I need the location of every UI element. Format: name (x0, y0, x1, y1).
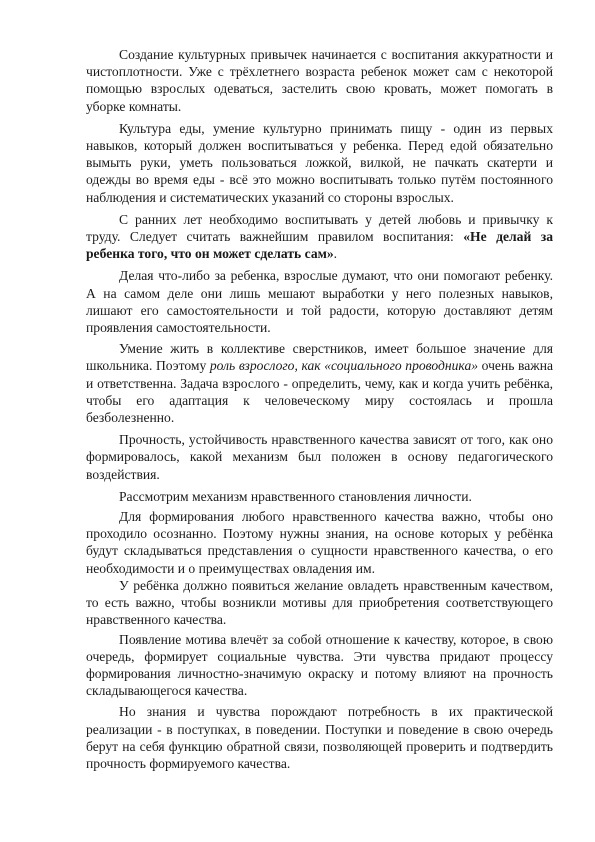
paragraph (86, 631, 553, 700)
paragraph-text: Культура еды, умение культурно принимать пищу - один из первых навыков, который должен воспитываться у ребенка. Перед едой обязательно вымыть руки, уметь пользоваться ложкой, вилкой, не пачкать скатерти и одежды во время еды - всё это можно воспитывать только путём постоянного наблюдения и систематических указаний со стороны взрослых. (86, 120, 553, 205)
paragraph (86, 120, 553, 206)
paragraph-text: . (333, 246, 338, 262)
bold-rule-text: «Не делай за ребенка того, что он может сделать сам» (86, 229, 553, 262)
paragraph (86, 488, 553, 505)
paragraph (86, 431, 553, 483)
paragraph-text: Умение жить в коллективе сверстников, имеет большое значение для школьника. Поэтому (86, 341, 553, 374)
paragraph-text: Но знания и чувства порождают потребность в их практической реализации - в поступках, в поведении. Поступки и поведение в свою очередь берут на себя функцию обратной связи, позволяющей проверить и подтвердить прочность формируемого качества. (86, 704, 553, 771)
paragraph-text: Появление мотива влечёт за собой отношение к качеству, которое, в свою очередь, формирует социальные чувства. Эти чувства придают процессу формирования личностно-значимую окраску и потому влияют на прочность складывающегося качества. (86, 631, 553, 699)
paragraph (86, 267, 553, 336)
paragraph-text: С ранних лет необходимо воспитывать у детей любовь и привычку к труду. Следует считать важнейшим правилом воспитания: (86, 211, 553, 245)
paragraph-text: очень важна и ответственна. Задача взрослого - определить, чему, как и когда учить ребёнка, чтобы его адаптация к человеческому миру состоялась и прошла безболезненно. (86, 358, 554, 426)
paragraph (86, 703, 553, 772)
paragraph (86, 577, 553, 629)
paragraph-text: Для формирования любого нравственного качества важно, чтобы оно проходило осознанно. Поэтому нужны знания, на основе которых у ребёнка будут складываться представления о сущности нравственного качества, о его необходимости и о преимуществах овладения им. (86, 509, 553, 576)
italic-phrase: роль взрослого, как «социального проводника» (209, 358, 479, 374)
paragraph (86, 508, 553, 577)
paragraph (86, 340, 553, 426)
paragraph-text: Рассмотрим механизм нравственного становления личности. (119, 488, 472, 504)
document-body (86, 46, 553, 776)
paragraph-text: Делая что-либо за ребенка, взрослые думают, что они помогают ребенку. А на самом деле они лишь мешают выработки у него полезных навыков, лишают его самостоятельности и той радости, которую доставляют детям проявления самостоятельности. (86, 268, 553, 336)
paragraph (86, 211, 553, 263)
paragraph (86, 46, 553, 115)
paragraph-text: У ребёнка должно появиться желание овладеть нравственным качеством, то есть важно, чтобы возникли мотивы для приобретения соответствующего нравственного качества. (86, 577, 553, 628)
paragraph-text: Создание культурных привычек начинается с воспитания аккуратности и чистоплотности. Уже с трёхлетнего возраста ребенок может сам с некоторой помощью взрослых одеваться, застелить свою кровать, может помогать в уборке комнаты. (86, 47, 553, 114)
paragraph-text: Прочность, устойчивость нравственного качества зависят от того, как оно формировалось, какой механизм был положен в основу педагогического воздействия. (86, 432, 553, 482)
